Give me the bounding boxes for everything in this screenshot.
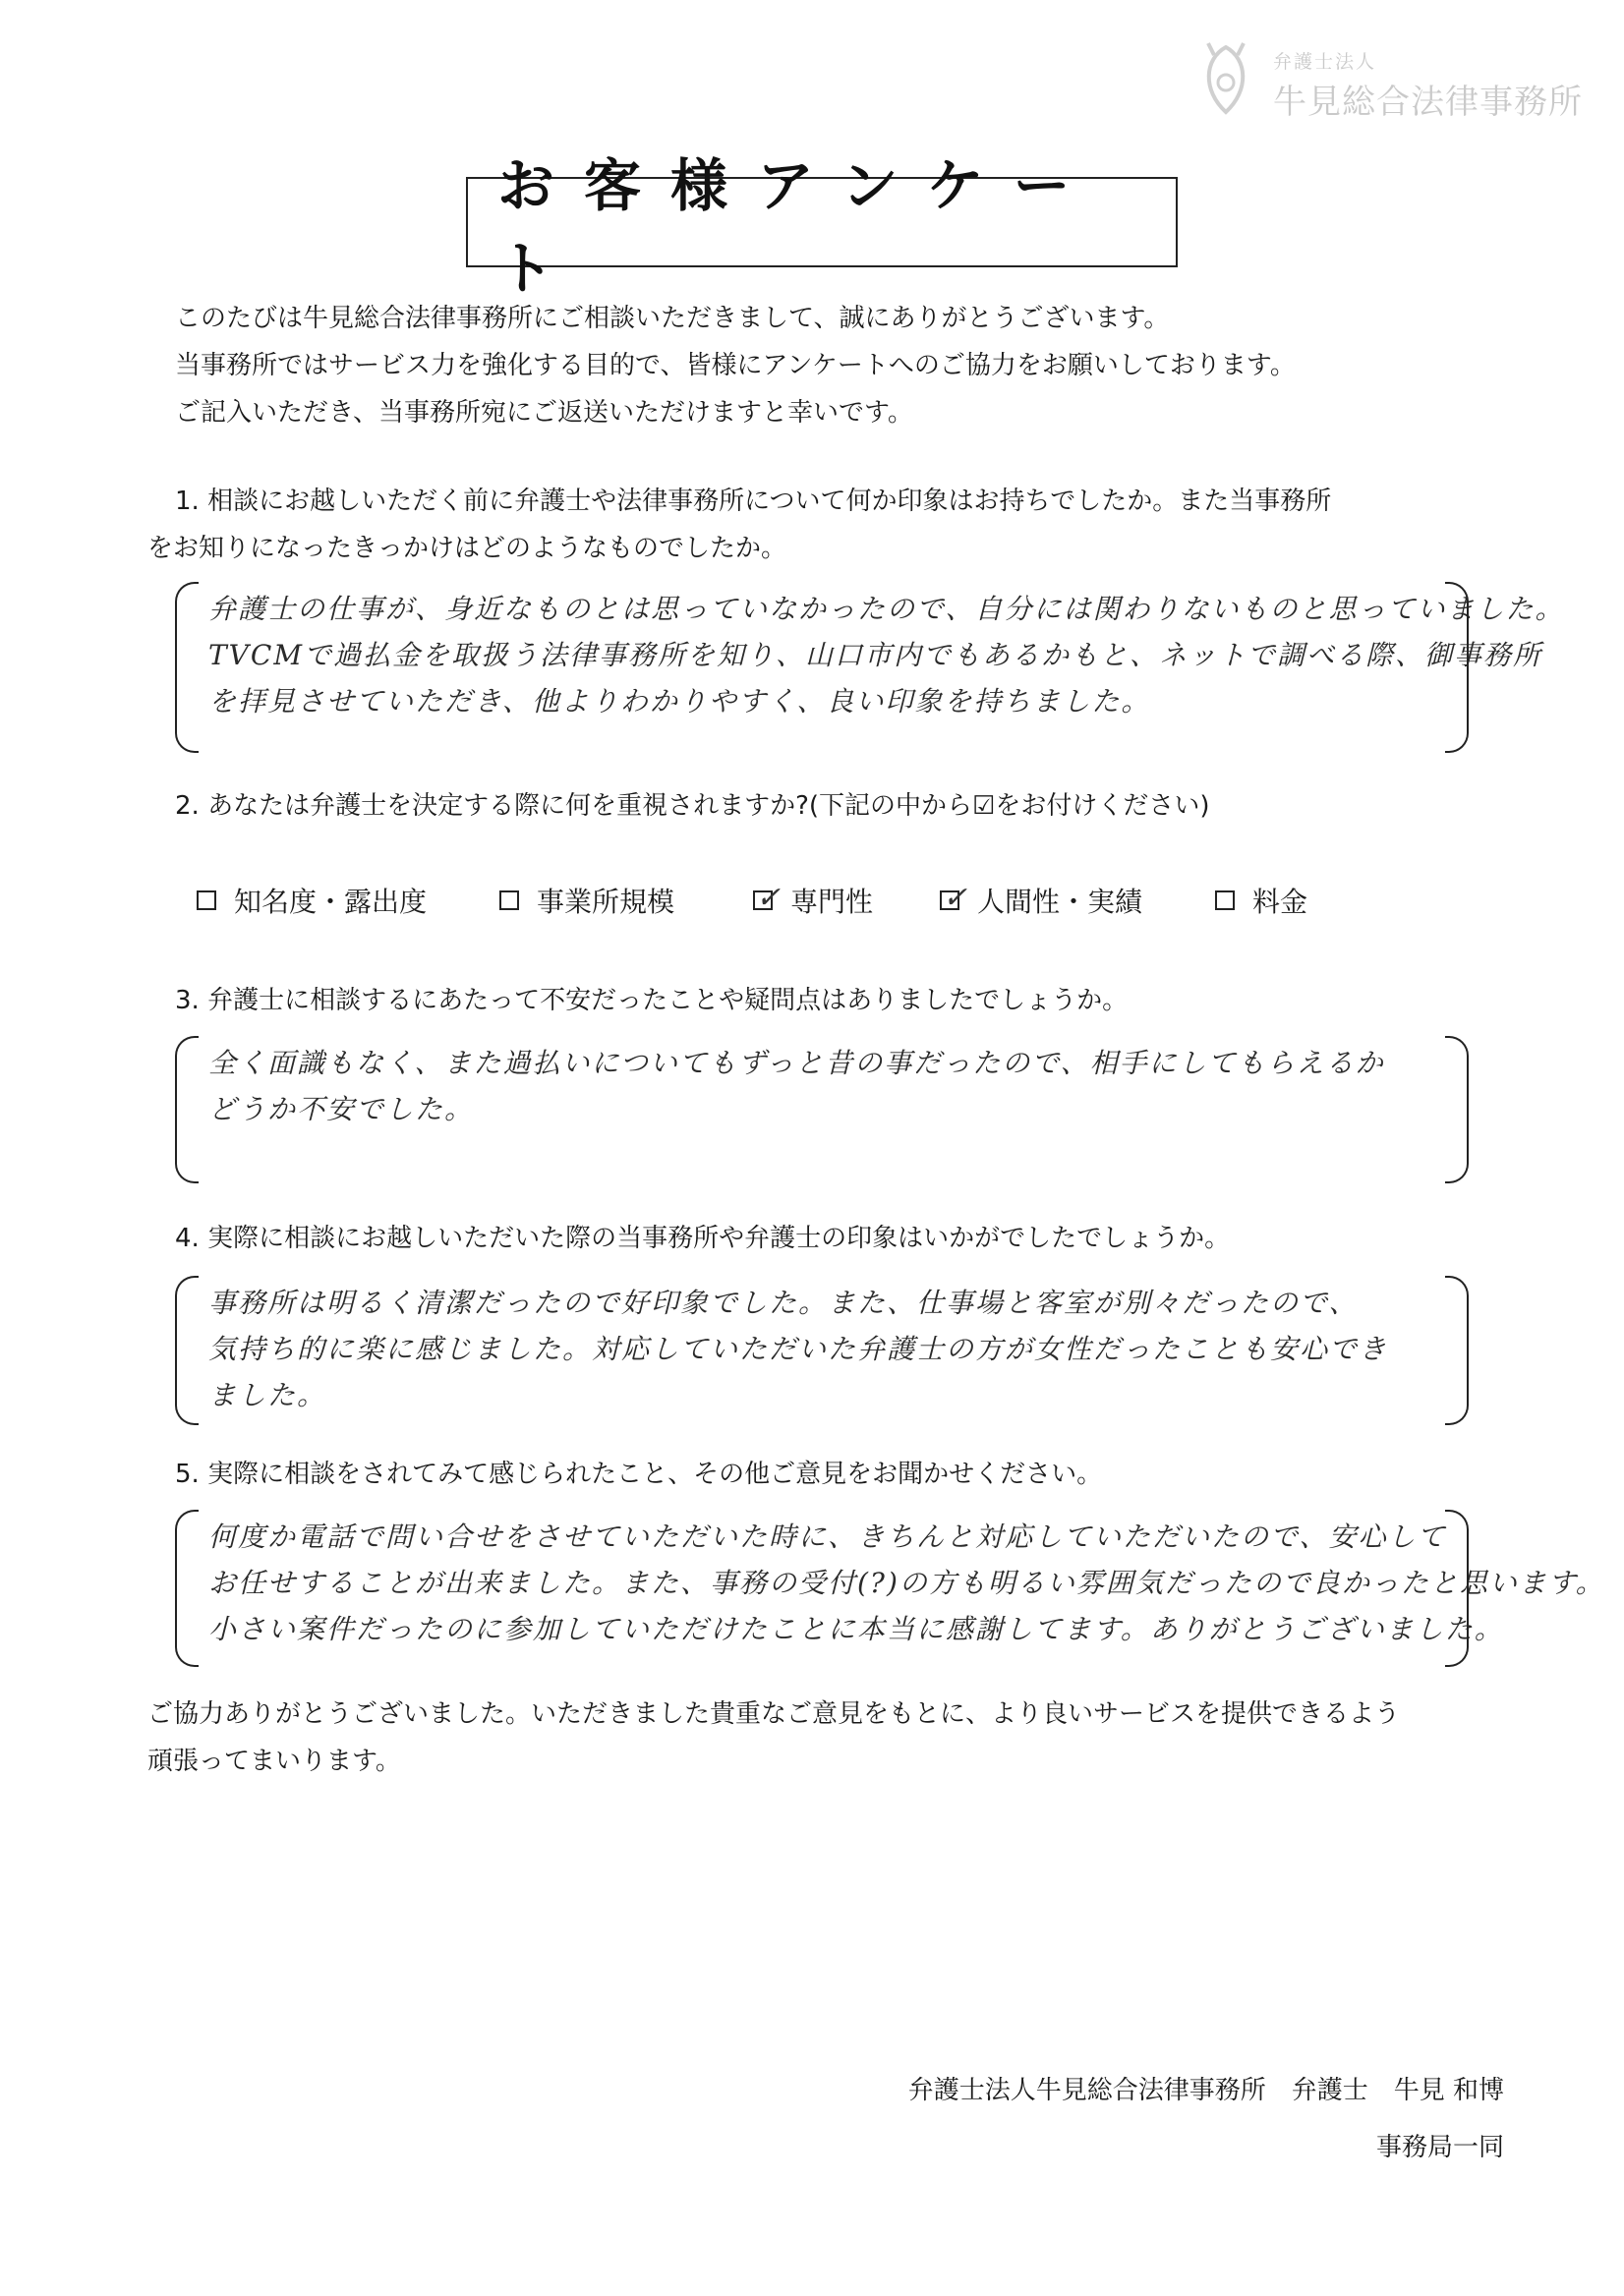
signature-firm: 弁護士法人牛見総合法律事務所 弁護士 牛見 和博 xyxy=(907,2076,1504,2105)
intro-line: ご記入いただき、当事務所宛にご返送いただけますと幸いです。 xyxy=(175,398,913,428)
intro-line: 当事務所ではサービス力を強化する目的で、皆様にアンケートへのご協力をお願いしております。 xyxy=(175,351,1296,380)
priority-options xyxy=(197,877,1376,924)
answer-line: 事務所は明るく清潔だったので好印象でした。また、仕事場と客室が別々だったので、 xyxy=(208,1287,1359,1319)
question-text: 相談にお越しいただく前に弁護士や法律事務所について何か印象はお持ちでしたか。また当事務所 xyxy=(207,487,1332,516)
survey-title-box xyxy=(466,152,1178,302)
checkbox[interactable] xyxy=(1215,890,1235,910)
page-title: お客様アンケート xyxy=(497,152,1100,302)
firm-emblem-icon xyxy=(1194,39,1257,118)
logo-title: 牛見総合法律事務所 xyxy=(1273,83,1583,122)
question-text: あなたは弁護士を決定する際に何を重視されますか?(下記の中から☑をお付けください) xyxy=(207,791,1210,821)
option-label: 専門性 xyxy=(790,886,874,918)
answer-line: 小さい案件だったのに参加していただけたことに本当に感謝してます。ありがとうございました。 xyxy=(208,1613,1504,1645)
option-fee[interactable] xyxy=(1215,877,1307,924)
intro-text xyxy=(175,295,1492,436)
answer-line: 気持ち的に楽に感じました。対応していただいた弁護士の方が女性だったことも安心でき xyxy=(208,1333,1389,1365)
option-recognition[interactable] xyxy=(197,877,427,924)
handwritten-answer xyxy=(208,1514,1605,1652)
question-number: 2. xyxy=(175,791,200,821)
firm-logo xyxy=(1194,37,1588,126)
question-text: 実際に相談にお越しいただいた際の当事務所や弁護士の印象はいかがでしたでしょうか。 xyxy=(207,1224,1231,1253)
answer-line: どうか不安でした。 xyxy=(208,1093,475,1125)
question-5 xyxy=(147,1451,1524,1498)
closing-line: 頑張ってまいります。 xyxy=(147,1747,401,1776)
option-office-size[interactable] xyxy=(499,877,674,924)
handwritten-answer xyxy=(208,586,1565,724)
check-mark-icon: ✓ xyxy=(943,881,968,915)
option-label: 料金 xyxy=(1252,886,1308,918)
answer-box-4 xyxy=(175,1276,1469,1425)
signature-block xyxy=(908,2062,1504,2176)
answer-line: 何度か電話で問い合せをさせていただいた時に、きちんと対応していただいたので、安心して xyxy=(208,1521,1447,1553)
checkbox-checked[interactable] xyxy=(753,881,782,915)
answer-line: 全く面識もなく、また過払いについてもずっと昔の事だったので、相手にしてもらえるか xyxy=(208,1047,1385,1079)
question-text-cont: をお知りになったきっかけはどのようなものでしたか。 xyxy=(147,534,787,563)
question-number: 3. xyxy=(175,986,200,1015)
answer-line: を拝見させていただき、他よりわかりやすく、良い印象を持ちました。 xyxy=(208,685,1151,718)
option-label: 事業所規模 xyxy=(537,886,675,918)
question-3 xyxy=(147,977,1524,1024)
handwritten-answer xyxy=(208,1280,1459,1418)
checkbox[interactable] xyxy=(499,890,519,910)
question-4 xyxy=(147,1215,1524,1262)
checkbox[interactable] xyxy=(197,890,216,910)
answer-box-1 xyxy=(175,582,1565,753)
question-number: 5. xyxy=(175,1460,200,1489)
question-number: 4. xyxy=(175,1224,200,1253)
question-2 xyxy=(147,782,1524,830)
intro-line: このたびは牛見総合法律事務所にご相談いただきまして、誠にありがとうございます。 xyxy=(175,304,1170,333)
answer-box-5 xyxy=(175,1510,1605,1667)
closing-line: ご協力ありがとうございました。いただきました貴重なご意見をもとに、より良いサービスを提供できるよう xyxy=(147,1699,1401,1729)
question-text: 弁護士に相談するにあたって不安だったことや疑問点はありましたでしょうか。 xyxy=(207,986,1129,1015)
checkbox-checked[interactable] xyxy=(940,881,968,915)
option-character[interactable] xyxy=(940,877,1142,924)
answer-line: ました。 xyxy=(208,1379,327,1411)
signature-office: 事務局一同 xyxy=(1375,2133,1504,2162)
question-text: 実際に相談をされてみて感じられたこと、その他ご意見をお聞かせください。 xyxy=(207,1460,1103,1489)
question-1 xyxy=(147,478,1524,572)
option-expertise[interactable] xyxy=(753,877,873,924)
answer-box-3 xyxy=(175,1036,1469,1183)
check-mark-icon: ✓ xyxy=(756,881,782,915)
answer-line: 弁護士の仕事が、身近なものとは思っていなかったので、自分には関わりないものと思っていました。 xyxy=(208,593,1565,625)
answer-line: お任せすることが出来ました。また、事務の受付(?)の方も明るい雰囲気だったので良かったと思います。 xyxy=(208,1567,1605,1599)
answer-line: TVCMで過払金を取扱う法律事務所を知り、山口市内でもあるかもと、ネットで調べる際、御事務所 xyxy=(208,639,1542,671)
logo-subtitle: 弁護士法人 xyxy=(1273,51,1377,73)
handwritten-answer xyxy=(208,1040,1459,1132)
option-label: 人間性・実績 xyxy=(977,886,1143,918)
option-label: 知名度・露出度 xyxy=(234,886,428,918)
closing-text xyxy=(147,1691,1504,1785)
question-number: 1. xyxy=(175,487,200,516)
